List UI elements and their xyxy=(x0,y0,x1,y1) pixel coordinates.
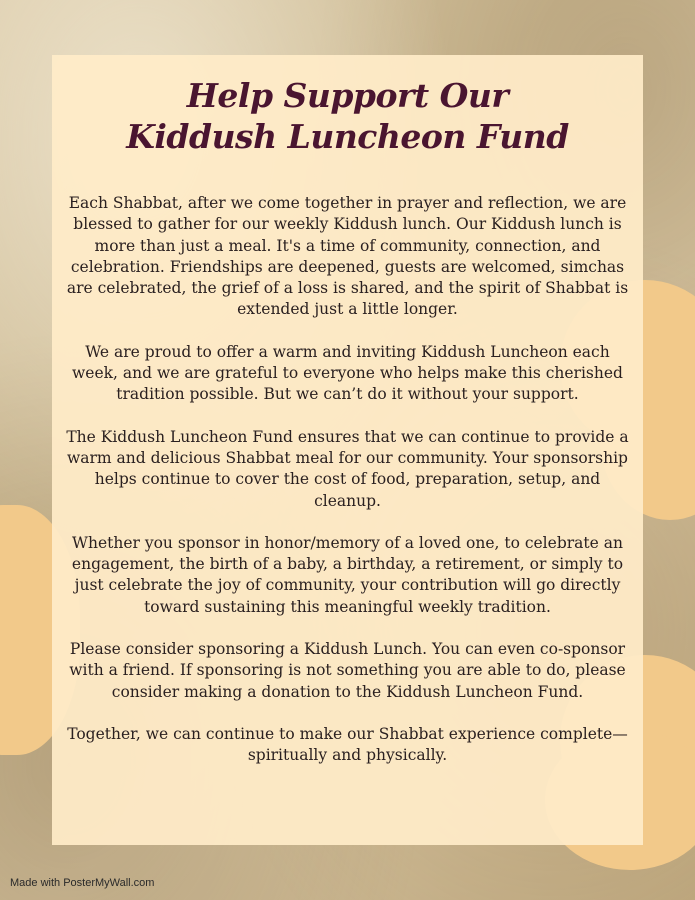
flyer-panel xyxy=(52,55,643,845)
flyer-title-line1: Help Support Our xyxy=(186,76,509,115)
paragraph-gratitude: We are proud to offer a warm and inviting Kiddush Luncheon each week, and we are grateful to everyone who helps make this cherished tradition possible. But we can’t do it without your support. xyxy=(72,342,623,404)
paragraph-occasions: Whether you sponsor in honor/memory of a loved one, to celebrate an engagement, the birth of a baby, a birthday, a retirement, or simply to just celebrate the joy of community, your contribution will go directly toward sustaining this meaningful weekly tradition. xyxy=(71,533,624,616)
flyer-title xyxy=(66,75,629,157)
flyer-body xyxy=(66,193,629,767)
flyer-title-line2: Kiddush Luncheon Fund xyxy=(126,117,569,156)
paragraph-fund-purpose: The Kiddush Luncheon Fund ensures that we can continue to provide a warm and delicious Shabbat meal for our community. Your sponsorship helps continue to cover the cost of food, preparation, setup, and cleanup. xyxy=(66,427,629,510)
paragraph-intro: Each Shabbat, after we come together in prayer and reflection, we are blessed to gather for our weekly Kiddush lunch. Our Kiddush lunch is more than just a meal. It's a time of community, connection, and celebration. Friendships are deepened, guests are welcomed, simchas are celebrated, the grief of a loss is shared, and the spirit of Shabbat is extended just a little longer. xyxy=(66,194,629,319)
paragraph-call-to-action: Please consider sponsoring a Kiddush Lunch. You can even co-sponsor with a friend. If sponsoring is not something you are able to do, please consider making a donation to the Kiddush Luncheon Fund. xyxy=(69,640,626,701)
paragraph-closing: Together, we can continue to make our Shabbat experience complete—spiritually and physically. xyxy=(67,724,628,765)
postermywall-credit: Made with PosterMyWall.com xyxy=(10,877,155,889)
